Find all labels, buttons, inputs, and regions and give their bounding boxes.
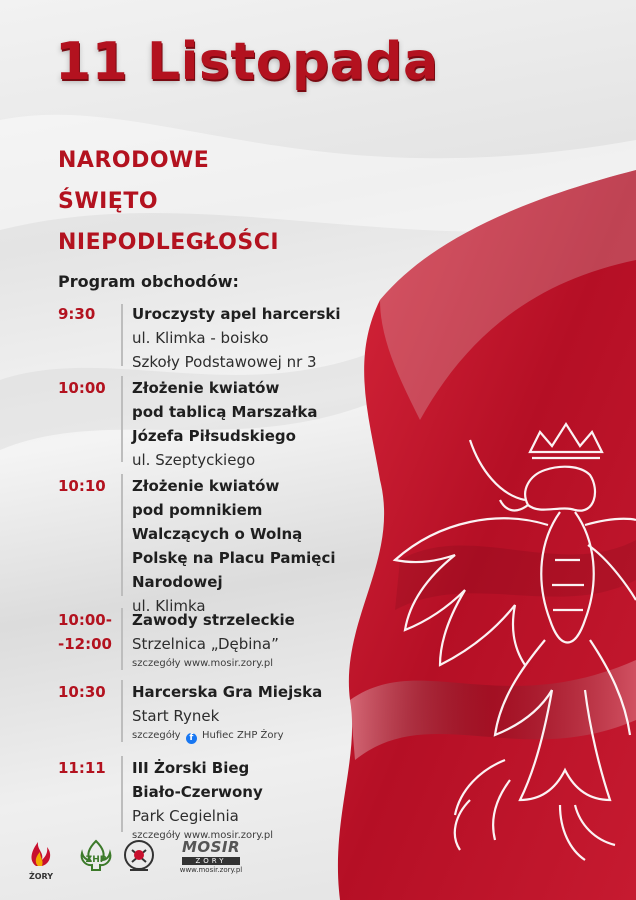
subtitle-line: NIEPODLEGŁOŚCI xyxy=(58,230,280,255)
program-heading: Program obchodów: xyxy=(58,272,239,291)
logo-caption: ŻORY xyxy=(28,872,54,881)
event-body xyxy=(132,474,392,618)
event-title: III Żorski Bieg Biało-Czerwony xyxy=(132,759,263,801)
svg-text:ZHP: ZHP xyxy=(85,855,107,865)
mosir-logo xyxy=(176,838,246,874)
crest-icon xyxy=(122,838,156,876)
event-time: 10:10 xyxy=(58,477,106,495)
facebook-icon: f xyxy=(186,733,197,744)
event-time: 10:30 xyxy=(58,683,106,701)
event-time: 10:00- -12:00 xyxy=(58,611,112,653)
zhp-logo xyxy=(78,838,114,878)
event-detail xyxy=(132,728,392,744)
event-body xyxy=(132,756,392,844)
zory-logo xyxy=(14,838,68,881)
event-title: Złożenie kwiatów pod pomnikiem Walczących o Wolną Polskę na Placu Pamięci Narodowej xyxy=(132,477,336,591)
event-time: 9:30 xyxy=(58,305,96,323)
detail-prefix: szczegóły xyxy=(132,730,181,741)
event-title: Harcerska Gra Miejska xyxy=(132,683,323,701)
event-time: 11:11 xyxy=(58,759,106,777)
divider xyxy=(121,376,123,462)
event-title: Zawody strzeleckie xyxy=(132,611,295,629)
event-time: 10:00 xyxy=(58,379,106,397)
event-place: ul. Klimka - boisko Szkoły Podstawowej nr 3 xyxy=(132,329,317,371)
event-detail: szczegóły www.mosir.zory.pl xyxy=(132,658,274,669)
association-logo xyxy=(122,838,156,880)
divider xyxy=(121,304,123,366)
event-body xyxy=(132,680,392,744)
scout-lily-icon xyxy=(78,838,114,874)
subtitle-line: NARODOWE xyxy=(58,148,210,173)
detail-suffix: Hufiec ZHP Żory xyxy=(201,730,284,741)
subtitle xyxy=(58,140,279,263)
event-body xyxy=(132,376,392,472)
event-place: Strzelnica „Dębina” xyxy=(132,635,279,653)
event-place: ul. Klimka xyxy=(132,597,206,615)
event-place: Start Rynek xyxy=(132,707,220,725)
event-place: ul. Szeptyckiego xyxy=(132,451,256,469)
event-body xyxy=(132,608,392,672)
event-detail: szczegóły www.mosir.zory.pl xyxy=(132,830,274,841)
divider xyxy=(121,608,123,670)
flame-icon xyxy=(14,838,68,868)
subtitle-line: ŚWIĘTO xyxy=(58,189,159,214)
divider xyxy=(121,680,123,742)
divider xyxy=(121,474,123,596)
divider xyxy=(121,756,123,832)
mosir-url: www.mosir.zory.pl xyxy=(179,866,243,874)
mosir-wordmark: MOSIR xyxy=(181,838,241,856)
page-title: 11 Listopada xyxy=(55,32,439,92)
event-body xyxy=(132,302,392,374)
event-title: Złożenie kwiatów pod tablicą Marszałka Józefa Piłsudskiego xyxy=(132,379,318,445)
event-title: Uroczysty apel harcerski xyxy=(132,305,341,323)
mosir-sub: ŻORY xyxy=(182,857,240,865)
event-place: Park Cegielnia xyxy=(132,807,239,825)
